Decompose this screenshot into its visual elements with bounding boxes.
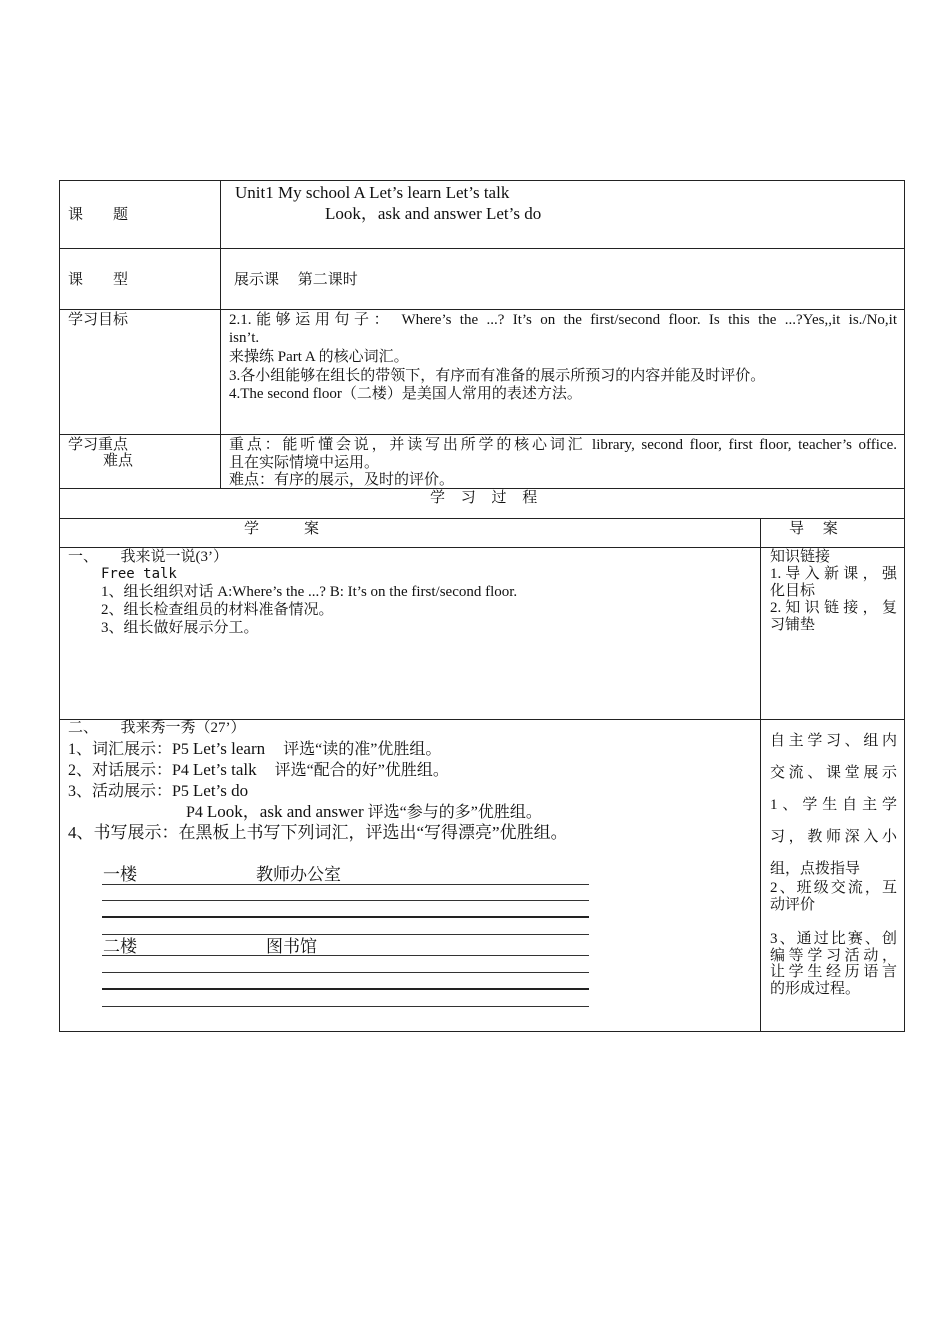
- writing-line: [102, 884, 589, 885]
- guide-line: 自主学习、组内: [770, 733, 897, 749]
- objectives-label: 学习目标: [68, 312, 129, 328]
- guide-line: 动评价: [770, 897, 816, 913]
- item-prefix: 2、对话展示：P4: [68, 762, 189, 779]
- objective-line: 4.The second floor（二楼）是美国人常用的表述方法。: [229, 386, 582, 402]
- section-2-heading: 二、 我来秀一秀（27’）: [68, 720, 246, 736]
- guide-line: 交流、课堂展示: [770, 765, 897, 781]
- item-english: Look，ask and answer: [206, 802, 364, 821]
- focus-line: 且在实际情境中运用。: [229, 455, 380, 471]
- objective-line: isn’t.: [229, 330, 260, 346]
- guide-line: 习铺垫: [770, 617, 816, 633]
- item-prefix: P4: [186, 804, 203, 821]
- item-suffix: 评选“配合的好”优胜组。: [274, 762, 449, 779]
- teacher-guide-header: 导 案: [789, 521, 838, 537]
- guide-line: 3、通过比赛、创: [770, 931, 897, 947]
- section-1-item: 1、组长组织对话 A:Where’s the ...? B: It’s on the first/second floor.: [101, 584, 518, 600]
- item-prefix: 1、词汇展示：P5: [68, 741, 189, 758]
- row-divider: [59, 434, 905, 435]
- difficulty-line: 难点：有序的展示，及时的评价。: [229, 472, 455, 488]
- column-divider: [760, 518, 761, 1032]
- row-divider: [59, 248, 905, 249]
- column-divider: [220, 180, 221, 488]
- item-english: Let’s do: [192, 781, 249, 800]
- objective-line: 3.各小组能够在组长的带领下，有序而有准备的展示所预习的内容并能及时评价。: [229, 368, 766, 384]
- type-value: 展示课 第二课时: [234, 272, 358, 288]
- guide-line: 的形成过程。: [770, 981, 861, 997]
- guide-line: 编等学习活动，: [770, 948, 897, 964]
- objective-line: 来操练 Part A 的核心词汇。: [229, 349, 409, 365]
- writing-line: [102, 988, 589, 990]
- focus-label: 学习重点: [68, 437, 129, 453]
- writing-line: [102, 900, 589, 901]
- student-plan-header: 学 案: [244, 521, 320, 537]
- writing-line: [102, 1006, 589, 1007]
- guide-line: 组，点拨指导: [770, 861, 861, 877]
- vocab-word: 教师办公室: [256, 865, 341, 884]
- writing-line: [102, 934, 589, 935]
- item-prefix: 3、活动展示：P5: [68, 783, 189, 800]
- section-1-heading: 一、 我来说一说(3’）: [68, 549, 228, 565]
- guide-line: 1、学生自主学: [770, 797, 897, 813]
- vocab-word: 图书馆: [266, 937, 317, 956]
- topic-line-1: Unit1 My school A Let’s learn Let’s talk: [235, 183, 510, 202]
- guide-line: 1. 导 入 新 课 ， 强: [770, 566, 897, 582]
- free-talk-label: Free talk: [101, 566, 177, 582]
- item-suffix: 评选“参与的多”优胜组。: [367, 804, 542, 821]
- difficulty-label: 难点: [103, 453, 134, 469]
- guide-title: 知识链接: [770, 549, 831, 565]
- focus-line: 重点：能听懂会说，并读写出所学的核心词汇 library, second floor, first floor, teacher’s office.: [229, 437, 897, 453]
- section-2-item-1: [68, 739, 441, 760]
- item-english: Let’s talk: [192, 760, 257, 779]
- objective-line: 2.1.能够运用句子： Where’s the ...? It’s on the first/second floor. Is this the ...?Yes,,it is./No,it: [229, 312, 897, 328]
- writing-line: [102, 972, 589, 973]
- section-1-item: 3、组长做好展示分工。: [101, 620, 259, 636]
- guide-line: 让学生经历语言: [770, 964, 897, 980]
- topic-line-2: Look，ask and answer Let’s do: [325, 204, 542, 223]
- section-2-item-4: 4、书写展示：在黑板上书写下列词汇，评选出“写得漂亮”优胜组。: [68, 823, 568, 842]
- row-divider: [59, 488, 905, 489]
- guide-line: 化目标: [770, 583, 816, 599]
- vocab-word: 二楼: [103, 937, 137, 956]
- guide-line: 习，教师深入小: [770, 829, 897, 845]
- item-suffix: 评选“读的准”优胜组。: [283, 741, 442, 758]
- section-2-item-3: [68, 781, 248, 802]
- guide-line: 2、班级交流，互: [770, 880, 897, 896]
- section-1-item: 2、组长检查组员的材料准备情况。: [101, 602, 334, 618]
- item-english: Let’s learn: [192, 739, 266, 758]
- type-label: 课 型: [68, 272, 129, 288]
- writing-line: [102, 955, 589, 956]
- topic-label: 课 题: [68, 207, 129, 223]
- writing-line: [102, 916, 589, 918]
- guide-line: 2. 知 识 链 接 ， 复: [770, 600, 897, 616]
- row-divider: [59, 547, 905, 548]
- row-divider: [59, 518, 905, 519]
- section-2-item-2: [68, 760, 449, 781]
- row-divider: [59, 309, 905, 310]
- section-2-item-3b: [186, 802, 542, 823]
- vocab-word: 一楼: [103, 865, 137, 884]
- process-title: 学 习 过 程: [430, 490, 544, 506]
